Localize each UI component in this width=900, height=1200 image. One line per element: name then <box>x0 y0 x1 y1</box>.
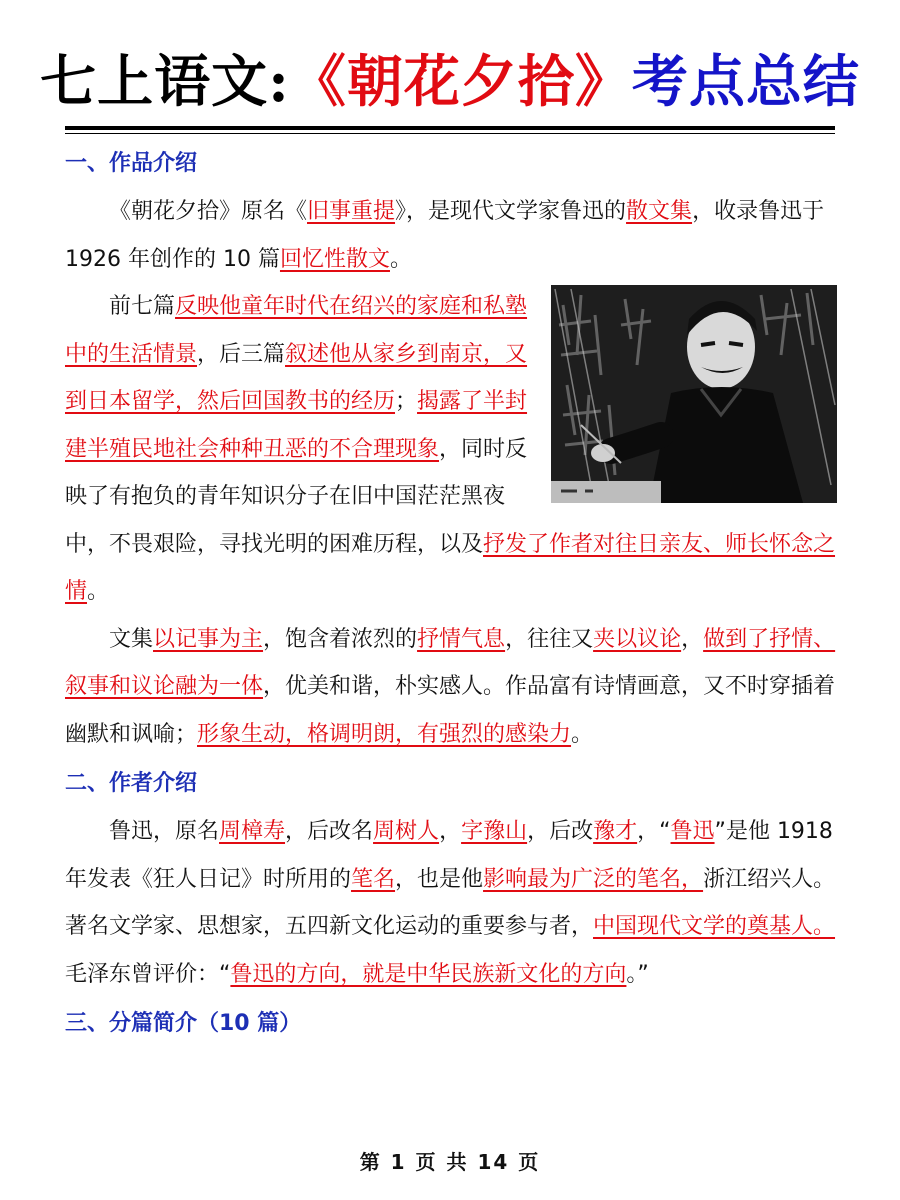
highlighted-key-phrase: 旧事重提 <box>307 199 396 224</box>
title-book-name: 《朝花夕拾》 <box>289 49 632 115</box>
highlighted-key-phrase: 豫才 <box>593 819 638 844</box>
page-title <box>0 40 900 124</box>
text-run: ，同时反映了有抱负的青年知识分子在旧中国茫茫黑夜中，不畏艰险，寻找光明的困难历程，以及 <box>65 436 528 557</box>
highlighted-key-phrase: 鲁迅的方向，就是中华民族新文化的方向 <box>230 961 627 987</box>
highlighted-key-phrase: 影响最为广泛的笔名， <box>483 866 704 892</box>
text-run: ， <box>439 819 462 844</box>
text-run: ，也是他 <box>395 866 484 892</box>
highlighted-key-phrase: 笔名 <box>351 866 396 892</box>
highlighted-key-phrase: 散文集 <box>626 199 693 224</box>
text-run: ， <box>681 626 704 652</box>
section-heading-intro: 一、作品介绍 <box>65 151 198 176</box>
text-run: ，往往又 <box>505 626 594 652</box>
title-underline-thin <box>65 133 835 134</box>
highlighted-key-phrase: 抒情气息 <box>417 626 506 652</box>
text-run: 《朝花夕拾》原名《 <box>109 199 308 224</box>
title-suffix: 考点总结 <box>631 49 860 115</box>
text-run: ，优美和谐，朴实感人。作品富有诗情画意，又不时穿插着幽默和讽喻； <box>65 674 836 747</box>
text-run: ，后三篇 <box>197 341 286 367</box>
highlighted-key-phrase: 字豫山 <box>461 819 528 844</box>
text-run: ，收录鲁迅于 1926 年创作的 10 篇 <box>65 199 825 272</box>
author-paragraph <box>65 808 837 998</box>
text-run: 。” <box>626 961 649 987</box>
text-run: 文集 <box>109 626 154 652</box>
text-run: 浙江绍兴人。著名文学家、思想家，五四新文化运动的重要参与者， <box>65 866 836 939</box>
text-run: 毛泽东曾评价：“ <box>65 961 231 987</box>
highlighted-key-phrase: 反映他童年时代在绍兴的家庭和私塾中的生活情景 <box>65 294 528 367</box>
highlighted-key-phrase: 揭露了半封建半殖民地社会种种丑恶的不合理现象 <box>65 389 528 462</box>
main-content <box>65 140 837 1048</box>
highlighted-key-phrase: 抒发了作者对往日亲友、师长怀念之情 <box>65 531 836 604</box>
text-run: 》，是现代文学家鲁迅的 <box>395 199 627 224</box>
intro-paragraph-1 <box>65 188 837 283</box>
title-underline-thick <box>65 126 835 130</box>
page-number-footer: 第 1 页 共 14 页 <box>359 1150 541 1174</box>
text-run: ，后改 <box>527 819 594 844</box>
text-run: ”是他 1918 年发表《狂人日记》时所用的 <box>65 819 833 892</box>
highlighted-key-phrase: 周树人 <box>373 819 440 844</box>
highlighted-key-phrase: 周樟寿 <box>219 819 286 844</box>
text-run: ，“ <box>637 819 671 844</box>
text-run: ； <box>395 389 418 414</box>
highlighted-key-phrase: 以记事为主 <box>153 626 264 652</box>
highlighted-key-phrase: 回忆性散文 <box>279 246 390 272</box>
highlighted-key-phrase: 夹以议论 <box>593 626 682 652</box>
portrait-woodcut-svg <box>551 285 837 503</box>
highlighted-key-phrase: 中国现代文学的奠基人。 <box>593 914 836 939</box>
text-run: ，后改名 <box>285 819 374 844</box>
highlighted-key-phrase: 叙述他从家乡到南京，又到日本留学，然后回国教书的经历 <box>65 341 528 414</box>
text-run: 。 <box>389 246 412 272</box>
highlighted-key-phrase: 做到了抒情、叙事和议论融为一体 <box>65 626 836 699</box>
intro-paragraph-3 <box>65 616 837 759</box>
title-prefix: 七上语文: <box>40 49 290 115</box>
text-run: 鲁迅，原名 <box>109 819 220 844</box>
section-heading-chapters: 三、分篇简介（10 篇） <box>65 1011 302 1036</box>
lu-xun-portrait-image <box>551 285 837 503</box>
text-run: 。 <box>571 721 594 747</box>
highlighted-key-phrase: 形象生动，格调明朗，有强烈的感染力 <box>197 721 572 747</box>
text-run: ，饱含着浓烈的 <box>263 626 418 652</box>
highlighted-key-phrase: 鲁迅 <box>670 819 715 844</box>
text-run: 前七篇 <box>109 294 176 319</box>
section-heading-author: 二、作者介绍 <box>65 771 198 796</box>
text-run: 。 <box>87 579 110 604</box>
